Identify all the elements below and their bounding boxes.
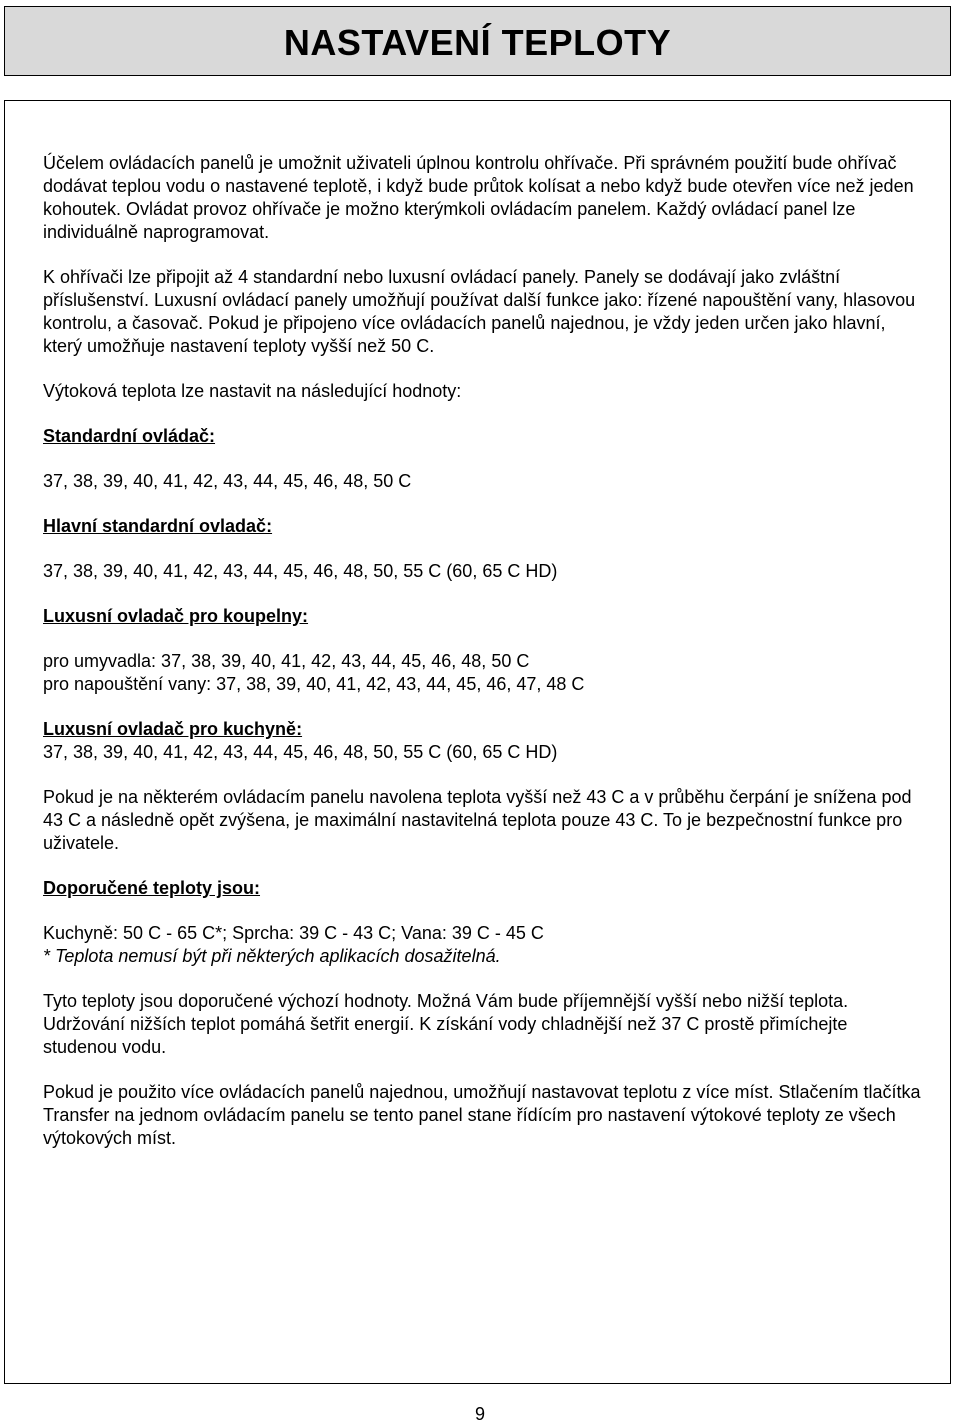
standard-heading: Standardní ovládač: xyxy=(43,426,216,446)
luxury-bath-tub: pro napouštění vany: 37, 38, 39, 40, 41, 42, 43, 44, 45, 46, 47, 48 C xyxy=(43,674,585,694)
intro-paragraph: Účelem ovládacích panelů je umožnit uživateli úplnou kontrolu ohřívače. Při správném použití bude ohřívač dodávat teplou vodu o nastavené teplotě, i když bude průtok kolísat a nebo když bude otevřen více než jeden kohoutek. Ovládat provoz ohřívače je možno kterýmkoli ovládacím panelem. Každý ovládací panel lze individuálně naprogramovat. xyxy=(43,153,914,242)
main-standard-heading: Hlavní standardní ovladač: xyxy=(43,516,273,536)
recommended-note: * Teplota nemusí být při některých aplikacích dosažitelná. xyxy=(43,946,501,966)
page-title: NASTAVENÍ TEPLOTY xyxy=(283,22,672,63)
values-intro: Výtoková teplota lze nastavit na následující hodnoty: xyxy=(43,381,462,401)
page-number: 9 xyxy=(474,1404,485,1424)
luxury-bath-sink: pro umyvadla: 37, 38, 39, 40, 41, 42, 43, 44, 45, 46, 48, 50 C xyxy=(43,651,530,671)
luxury-bath-heading: Luxusní ovladač pro koupelny: xyxy=(43,606,309,626)
recommended-values: Kuchyně: 50 C - 65 C*; Sprcha: 39 C - 43 C; Vana: 39 C - 45 C xyxy=(43,923,544,943)
title-box xyxy=(4,6,951,76)
luxury-kitchen-values: 37, 38, 39, 40, 41, 42, 43, 44, 45, 46, 48, 50, 55 C (60, 65 C HD) xyxy=(43,742,558,762)
defaults-paragraph: Tyto teploty jsou doporučené výchozí hodnoty. Možná Vám bude příjemnější vyšší nebo nižší teplota. Udržování nižších teplot pomáhá šetřit energií. K získání vody chladnější než 37 C prostě přimíchejte studenou vodu. xyxy=(43,991,849,1057)
luxury-kitchen-heading: Luxusní ovladač pro kuchyně: xyxy=(43,719,303,739)
safety-paragraph: Pokud je na některém ovládacím panelu navolena teplota vyšší než 43 C a v průběhu čerpání je snížena pod 43 C a následně opět zvýšena, je maximální nastavitelná teplota pouze 43 C. To je bezpečnostní funkce pro uživatele. xyxy=(43,787,912,853)
recommended-heading: Doporučené teploty jsou: xyxy=(43,878,261,898)
content-body xyxy=(43,152,923,1150)
panels-paragraph: K ohřívači lze připojit až 4 standardní nebo luxusní ovládací panely. Panely se dodávají jako zvláštní příslušenství. Luxusní ovládací panely umožňují používat další funkce jako: řízené napouštění vany, hlasovou kontrolu, a časovač. Pokud je připojeno více ovládacích panelů najednou, je vždy jeden určen jako hlavní, který umožňuje nastavení teploty vyšší než 50 C. xyxy=(43,267,916,356)
main-standard-values: 37, 38, 39, 40, 41, 42, 43, 44, 45, 46, 48, 50, 55 C (60, 65 C HD) xyxy=(43,561,558,581)
multi-panel-paragraph: Pokud je použito více ovládacích panelů najednou, umožňují nastavovat teplotu z více míst. Stlačením tlačítka Transfer na jednom ovládacím panelu se tento panel stane řídícím pro nastavení výtokové teploty ze všech výtokových míst. xyxy=(43,1082,921,1148)
standard-values: 37, 38, 39, 40, 41, 42, 43, 44, 45, 46, 48, 50 C xyxy=(43,471,412,491)
